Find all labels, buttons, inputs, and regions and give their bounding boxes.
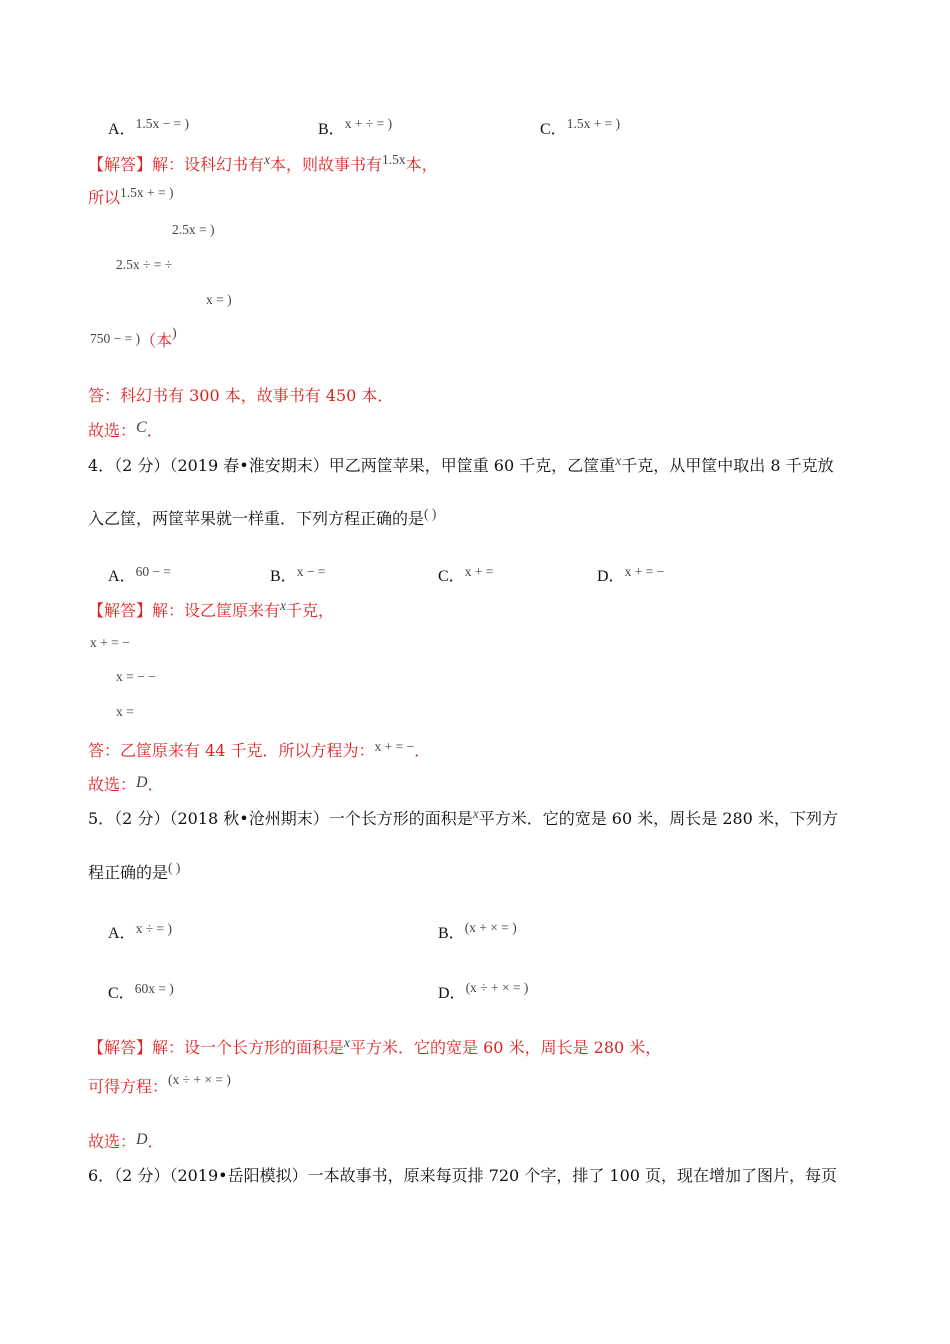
q3-so-line xyxy=(88,187,174,210)
answer-tag: 【解答】 xyxy=(88,155,153,174)
answer-text: 解：设乙筐原来有 xyxy=(152,601,281,620)
answer-blank: ( ) xyxy=(424,506,437,521)
stem-text: 5．（2 分）（2018 秋•沧州期末）一个长方形的面积是 xyxy=(88,809,473,828)
option-letter: C． xyxy=(540,121,567,138)
q5-option-c xyxy=(108,982,174,1005)
stem-text: 程正确的是 xyxy=(88,863,169,882)
stem-text: 千克，从甲筐中取出 8 千克放 xyxy=(621,456,834,475)
stem-text: 4．（2 分）（2019 春•淮安期末）甲乙两筐苹果，甲筐重 60 千克，乙筐重 xyxy=(88,456,616,475)
option-letter: C． xyxy=(108,985,135,1002)
option-letter: A． xyxy=(108,568,136,585)
option-expression: x + = xyxy=(464,564,494,579)
q3-answer-intro xyxy=(88,154,438,177)
answer-tag: 【解答】 xyxy=(88,601,153,620)
option-letter: C． xyxy=(438,568,465,585)
q4-stem-line-1 xyxy=(88,455,834,478)
q5-choose xyxy=(88,1131,164,1154)
q4-step-3: x = xyxy=(116,704,134,719)
choose-label: 故选： xyxy=(88,775,137,794)
q4-conclusion xyxy=(88,740,430,763)
option-expression: x ÷ = ) xyxy=(135,921,172,936)
q4-option-a xyxy=(108,565,171,588)
conclusion-text: 答：乙筐原来有 44 千克．所以方程为： xyxy=(88,741,375,760)
conclusion-expression: x + = − xyxy=(374,739,415,754)
choose-value: D xyxy=(136,774,148,791)
option-expression: (x ÷ + × = ) xyxy=(465,980,529,995)
choose-value: C xyxy=(136,419,147,436)
q5-stem-line-1 xyxy=(88,808,838,831)
answer-text: 平方米．它的宽是 60 米，周长是 280 米， xyxy=(350,1038,662,1057)
q3-option-a xyxy=(108,118,189,141)
q4-answer-intro xyxy=(88,600,334,623)
q4-choose xyxy=(88,774,164,797)
answer-text: 解：设科幻书有 xyxy=(152,155,265,174)
q4-option-c xyxy=(438,565,493,588)
answer-tag: 【解答】 xyxy=(88,1038,153,1057)
answer-text: 千克， xyxy=(286,601,335,620)
option-expression: 60 − = xyxy=(135,564,172,579)
conclusion-end: ． xyxy=(414,741,431,760)
option-letter: A． xyxy=(108,121,136,138)
option-letter: B． xyxy=(438,925,465,942)
equation-label: 可得方程： xyxy=(88,1077,169,1096)
q4-stem-line-2 xyxy=(88,508,436,531)
q3-answer-line: 答：科幻书有 300 本，故事书有 450 本． xyxy=(88,386,394,405)
q5-stem-line-2 xyxy=(88,862,180,885)
q5-option-d xyxy=(438,982,528,1005)
stem-text: 入乙筐，两筐苹果就一样重．下列方程正确的是 xyxy=(88,509,425,528)
option-expression: x − = xyxy=(296,564,326,579)
equation-step: 750 − = ) xyxy=(90,331,141,346)
q5-option-a xyxy=(108,922,172,945)
option-expression: x + = − xyxy=(624,564,665,579)
q3-option-b xyxy=(318,118,392,141)
option-expression: x + ÷ = ) xyxy=(344,116,393,131)
variable: x xyxy=(264,152,271,167)
q3-step-4: x = ) xyxy=(206,292,232,307)
q4-option-b xyxy=(270,565,325,588)
q3-step-2: 2.5x = ) xyxy=(172,222,215,237)
answer-text: 本，则故事书有 xyxy=(270,155,383,174)
option-expression: (x + × = ) xyxy=(464,920,517,935)
q5-answer-intro xyxy=(88,1037,661,1060)
option-letter: B． xyxy=(270,568,297,585)
variable: 1.5x xyxy=(382,152,406,167)
option-expression: 60x = ) xyxy=(134,981,174,996)
option-letter: D． xyxy=(597,568,625,585)
variable: x xyxy=(344,1035,351,1050)
answer-text: 解：设一个长方形的面积是 xyxy=(152,1038,345,1057)
choose-label: 故选： xyxy=(88,421,137,440)
q4-step-1: x + = − xyxy=(90,635,130,650)
q3-step-5 xyxy=(90,327,177,350)
variable: x xyxy=(615,453,622,468)
choose-value: D xyxy=(136,1131,148,1148)
option-letter: B． xyxy=(318,121,345,138)
variable: x xyxy=(280,598,287,613)
choose-label: 故选： xyxy=(88,1132,137,1151)
choose-end: ． xyxy=(147,1132,164,1151)
variable: x xyxy=(472,806,479,821)
stem-text: 平方米．它的宽是 60 米，周长是 280 米，下列方 xyxy=(478,809,838,828)
q5-option-b xyxy=(438,922,517,945)
q4-option-d xyxy=(597,565,664,588)
option-expression: 1.5x − = ) xyxy=(135,116,190,131)
so-label: 所以 xyxy=(88,188,121,207)
equation-step: 1.5x + = ) xyxy=(120,185,174,200)
choose-end: ． xyxy=(146,421,163,440)
equation-expression: (x ÷ + × = ) xyxy=(168,1072,231,1087)
choose-end: ． xyxy=(147,775,164,794)
q3-choose xyxy=(88,420,163,443)
option-letter: A． xyxy=(108,925,136,942)
q3-option-c xyxy=(540,118,620,141)
q3-step-3: 2.5x ÷ = ÷ xyxy=(116,257,173,272)
answer-text: 本， xyxy=(405,155,438,174)
unit-label: （本 xyxy=(140,331,173,350)
answer-blank: ( ) xyxy=(168,860,181,875)
unit-close: ) xyxy=(172,325,177,340)
option-letter: D． xyxy=(438,985,466,1002)
q5-equation xyxy=(88,1072,231,1099)
q4-step-2: x = − − xyxy=(116,669,156,684)
q6-stem-line-1: 6．（2 分）（2019•岳阳模拟）一本故事书，原来每页排 720 个字，排了 100 页，现在增加了图片，每页 xyxy=(88,1166,838,1185)
option-expression: 1.5x + = ) xyxy=(566,116,621,131)
